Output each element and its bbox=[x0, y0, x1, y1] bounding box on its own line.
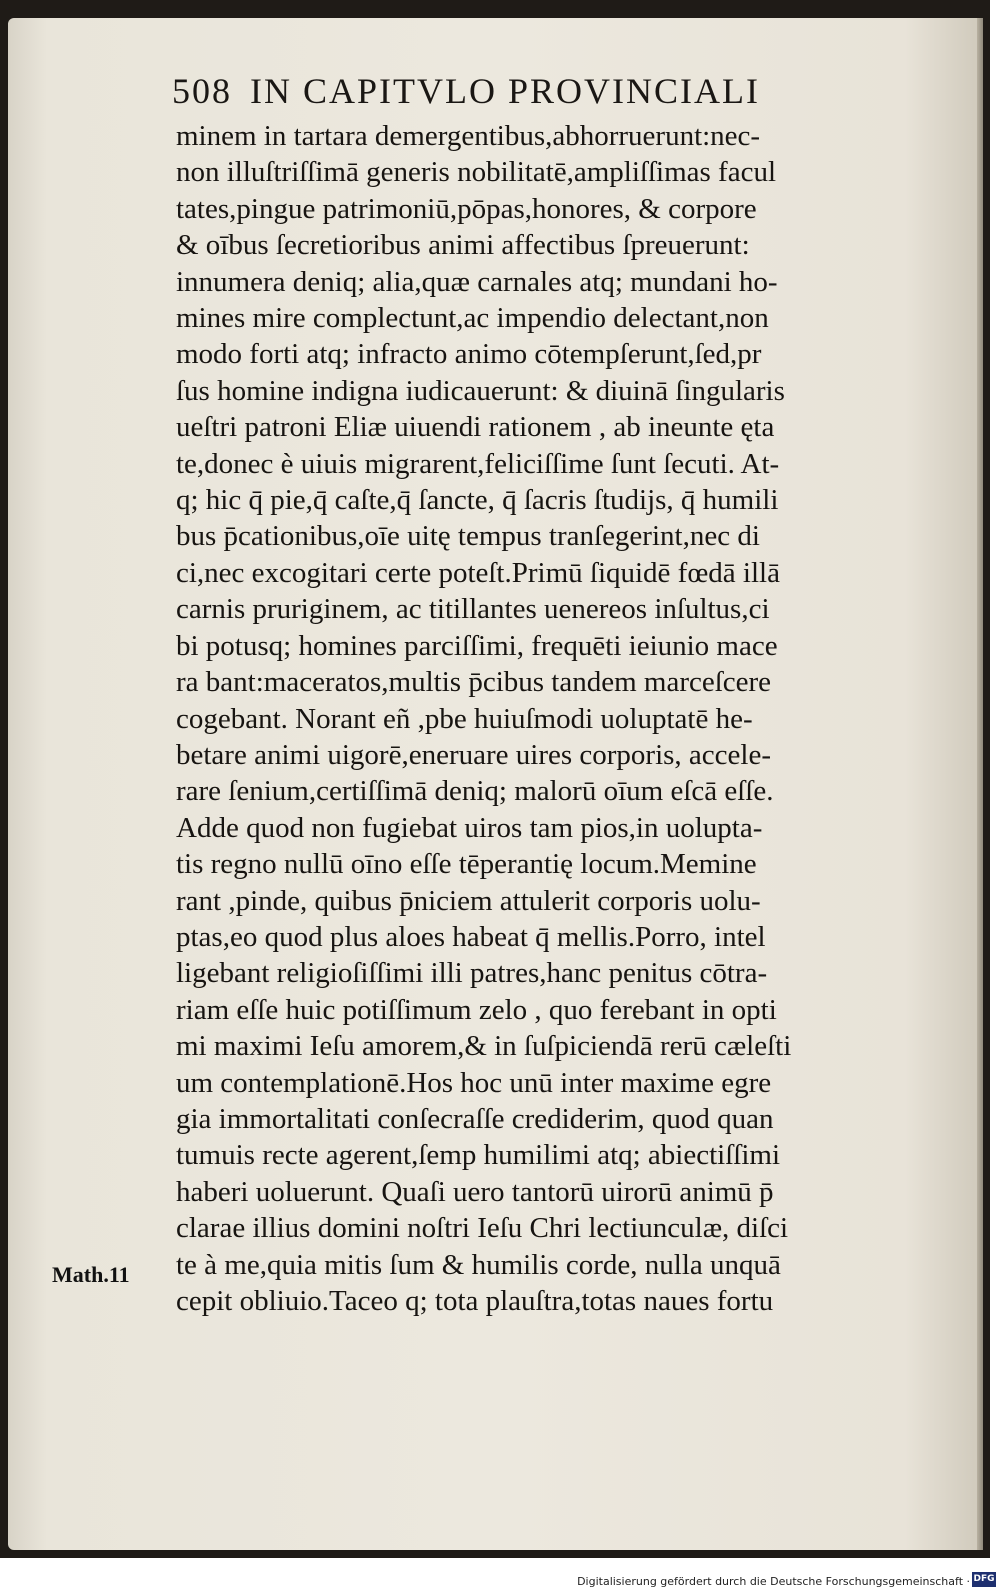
text-line: innumera deniq; alia,quæ carnales atq; mundani ho- bbox=[176, 265, 778, 298]
text-line: tates,pingue patrimoniū,pōpas,honores, & corpore bbox=[176, 192, 757, 225]
text-line: ptas,eo quod plus aloes habeat q̄ mellis.Porro, intel bbox=[176, 920, 766, 953]
text-line: carnis pruriginem, ac titillantes uenereos inſultus,ci bbox=[176, 593, 770, 626]
body-text bbox=[176, 118, 896, 1319]
text-line: & oībus ſecretioribus animi affectibus ſpreuerunt: bbox=[176, 229, 750, 262]
text-line: te à me,quia mitis ſum & humilis corde, nulla unquā bbox=[176, 1248, 781, 1281]
text-line: ra bant:maceratos,multis p̄cibus tandem marceſcere bbox=[176, 666, 772, 699]
text-line: clarae illius domini noſtri Ieſu Chri lectiunculæ, diſci bbox=[176, 1212, 789, 1245]
text-line: um contemplationē.Hos hoc unū inter maxime egre bbox=[176, 1066, 772, 1099]
text-line: Adde quod non fugiebat uiros tam pios,in uolupta- bbox=[176, 811, 763, 844]
text-line: bus p̄cationibus,oīe uitę tempus tranſegerint,nec di bbox=[176, 520, 760, 553]
running-title: IN CAPITVLO PROVINCIALI bbox=[250, 71, 760, 111]
text-line: cogebant. Norant eñ ,pbe huiuſmodi uoluptatē he- bbox=[176, 702, 753, 735]
text-line: modo forti atq; infracto animo cōtempſerunt,ſed,pr bbox=[176, 338, 762, 371]
marginal-note: Math.11 bbox=[52, 1262, 130, 1287]
digitization-credit: Digitalisierung gefördert durch die Deutsche Forschungsgemeinschaft · bbox=[577, 1575, 970, 1588]
dfg-logo: DFG bbox=[972, 1572, 996, 1587]
text-line: rare ſenium,certiſſimā deniq; malorū oīum eſcā eſſe. bbox=[176, 775, 774, 808]
page-edge bbox=[977, 18, 983, 1550]
text-line: gia immortalitati conſecraſſe crediderim, quod quan bbox=[176, 1102, 774, 1135]
text-line: ci,nec excogitari certe poteſt.Primū ſiquidē fœdā illā bbox=[176, 556, 780, 589]
text-line: bi potusq; homines parciſſimi, frequēti ieiunio mace bbox=[176, 629, 778, 662]
text-line: ligebant religioſiſſimi illi patres,hanc penitus cōtra- bbox=[176, 957, 768, 990]
text-line: tis regno nullū oīno eſſe tēperantię locum.Memine bbox=[176, 848, 757, 881]
text-line: tumuis recte agerent,ſemp humilimi atq; abiectiſſimi bbox=[176, 1139, 781, 1172]
text-line: ueſtri patroni Eliæ uiuendi rationem , ab ineunte ęta bbox=[176, 411, 775, 444]
text-line: minem in tartara demergentibus,abhorruerunt:nec- bbox=[176, 120, 761, 152]
text-line: q; hic q̄ pie,q̄ caſte,q̄ ſancte, q̄ ſacris ſtudijs, q̄ humili bbox=[176, 484, 779, 517]
running-header bbox=[172, 70, 872, 114]
text-line: cepit obliuio.Taceo q; tota plauſtra,totas naues fortu bbox=[176, 1285, 774, 1317]
text-line: non illuſtriſſimā generis nobilitatē,ampliſſimas facul bbox=[176, 156, 777, 189]
text-line: mi maximi Ieſu amorem,& in ſuſpiciendā rerū cæleſti bbox=[176, 1030, 792, 1063]
text-line: ſus homine indigna iudicauerunt: & diuinā ſingularis bbox=[176, 374, 785, 407]
text-line: riam eſſe huic potiſſimum zelo , quo ferebant in opti bbox=[176, 993, 777, 1026]
text-line: te,donec è uiuis migrarent,feliciſſime ſunt ſecuti. At- bbox=[176, 447, 780, 480]
text-line: betare animi uigorē,eneruare uires corporis, accele- bbox=[176, 738, 771, 771]
page-number: 508 bbox=[172, 71, 232, 111]
text-line: mines mire complectunt,ac impendio delectant,non bbox=[176, 302, 769, 335]
text-line: haberi uoluerunt. Quaſi uero tantorū uirorū animū p̄ bbox=[176, 1175, 774, 1208]
text-line: rant ,pinde, quibus p̄niciem attulerit corporis uolu- bbox=[176, 884, 761, 917]
